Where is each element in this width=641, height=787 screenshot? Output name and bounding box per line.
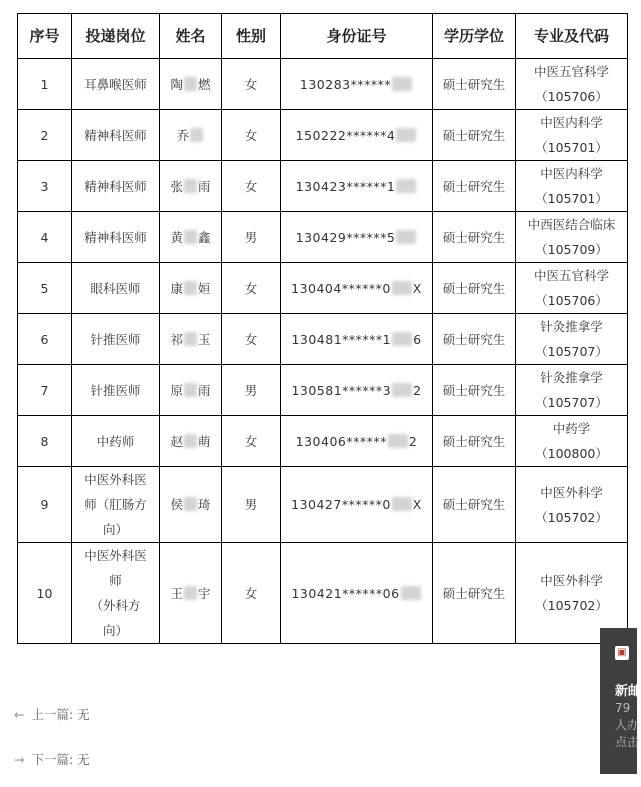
cell-name [160,543,222,644]
major-code: （105706） [535,293,608,308]
redaction-blur [392,281,412,295]
col-header-degree: 学历学位 [433,14,516,59]
col-header-name: 姓名 [160,14,222,59]
col-header-post: 投递岗位 [72,14,160,59]
next-article-value: 无 [77,752,90,767]
cell-gender: 女 [222,314,281,365]
cell-id [281,212,433,263]
cell-degree: 硕士研究生 [433,263,516,314]
cell-id [281,314,433,365]
name-last: 萌 [198,433,211,449]
cell-degree: 硕士研究生 [433,543,516,644]
redaction-blur [184,332,197,346]
redaction-blur [184,230,197,244]
redaction-blur [184,497,197,511]
redaction-blur [401,586,421,600]
name-last: 玉 [198,331,211,347]
post-line: 向） [102,522,128,537]
name-last: 雨 [198,382,211,398]
redaction-blur [392,383,412,397]
id-suffix: X [412,280,422,296]
right-arrow-icon: → [14,752,25,767]
cell-name [160,59,222,110]
cell-post: 中药师 [72,416,160,467]
table-row [18,467,628,543]
table-row [18,263,628,314]
notification-line: 人办 [615,718,640,732]
major-name: 中医内科学 [540,115,603,130]
name-first: 王 [170,585,183,601]
cell-gender: 女 [222,161,281,212]
name-first: 张 [170,178,183,194]
cell-degree: 硕士研究生 [433,314,516,365]
redaction-blur [396,230,416,244]
redaction-blur [190,128,203,142]
table-row [18,314,628,365]
id-prefix: 130481******1 [291,331,392,347]
redaction-blur [388,434,408,448]
major-name: 中药学 [552,421,591,436]
cell-major [516,110,628,161]
recruitment-table [17,13,628,644]
post-line: 中医外科医 [84,548,147,563]
id-prefix: 130427******0 [291,497,391,512]
id-suffix: 2 [408,433,418,449]
redaction-blur [396,179,416,193]
cell-id [281,59,433,110]
cell-post: 耳鼻喉医师 [72,59,160,110]
table-row [18,543,628,644]
cell-degree: 硕士研究生 [433,110,516,161]
cell-name [160,365,222,416]
cell-no: 5 [18,263,72,314]
cell-id [281,263,433,314]
cell-gender: 男 [222,467,281,543]
name-last: 鑫 [198,229,211,245]
cell-major [516,314,628,365]
name-first: 赵 [170,433,183,449]
cell-no: 10 [18,543,72,644]
major-code: （105701） [535,191,608,206]
major-name: 中医五官科学 [533,64,609,79]
cell-degree: 硕士研究生 [433,467,516,543]
table-row [18,212,628,263]
redaction-blur [184,179,197,193]
table-row [18,59,628,110]
redaction-blur [396,128,416,142]
cell-name [160,263,222,314]
table-header-row [18,14,628,59]
cell-gender: 男 [222,365,281,416]
post-line: 师（肛肠方 [84,497,147,512]
cell-gender: 男 [222,212,281,263]
cell-post: 精神科医师 [72,161,160,212]
cell-post [72,467,160,543]
name-first: 祁 [170,331,183,347]
cell-id [281,365,433,416]
cell-major [516,467,628,543]
notification-popup[interactable] [600,628,641,774]
cell-gender: 女 [222,543,281,644]
id-prefix: 130421******06 [291,585,400,601]
major-name: 中医内科学 [540,166,603,181]
major-code: （105707） [535,395,608,410]
cell-degree: 硕士研究生 [433,365,516,416]
id-prefix: 130429******5 [295,229,396,245]
name-last: 姮 [198,280,211,296]
major-code: （105702） [535,509,608,525]
major-code: （100800） [535,446,608,461]
major-name: 中医外科学 [540,573,603,588]
cell-post: 针推医师 [72,314,160,365]
cell-no: 6 [18,314,72,365]
major-code: （105701） [535,140,608,155]
cell-no: 3 [18,161,72,212]
cell-post [72,543,160,644]
cell-no: 2 [18,110,72,161]
redaction-blur [184,586,197,600]
major-name: 中医五官科学 [533,268,609,283]
cell-id [281,161,433,212]
cell-major [516,59,628,110]
col-header-no: 序号 [18,14,72,59]
id-prefix: 130581******3 [291,382,392,398]
cell-degree: 硕士研究生 [433,161,516,212]
cell-name [160,161,222,212]
post-line: 中医外科医 [84,472,147,487]
post-line: （外科方 [90,598,141,613]
cell-major [516,161,628,212]
cell-post: 精神科医师 [72,212,160,263]
name-first: 黄 [170,229,183,245]
cell-no: 8 [18,416,72,467]
name-first: 侯 [170,497,183,512]
cell-major [516,365,628,416]
cell-gender: 女 [222,416,281,467]
major-name: 中西医结合临床 [527,217,616,232]
major-code: （105706） [535,89,608,104]
name-last: 琦 [198,497,211,512]
cell-major [516,263,628,314]
cell-name [160,314,222,365]
post-line: 师 [109,573,122,588]
id-prefix: 150222******4 [295,127,396,143]
cell-degree: 硕士研究生 [433,416,516,467]
cell-name [160,212,222,263]
major-code: （105702） [535,598,608,613]
redaction-blur [392,77,412,91]
major-code: （105707） [535,344,608,359]
table-row [18,110,628,161]
major-code: （105709） [535,242,608,257]
cell-no: 4 [18,212,72,263]
post-line: 向） [102,623,128,638]
cell-gender: 女 [222,110,281,161]
name-first: 康 [170,280,183,296]
cell-post: 针推医师 [72,365,160,416]
cell-name [160,467,222,543]
prev-article-link[interactable] [14,705,90,723]
notification-line: 79 [615,701,631,715]
col-header-major: 专业及代码 [516,14,628,59]
cell-name [160,110,222,161]
cell-name [160,416,222,467]
redaction-blur [184,77,197,91]
left-arrow-icon: ← [14,707,25,722]
redaction-blur [392,332,412,346]
prev-article-value: 无 [77,707,90,722]
cell-post: 精神科医师 [72,110,160,161]
next-article-link[interactable] [14,750,90,768]
table-row [18,416,628,467]
redaction-blur [184,383,197,397]
name-last: 宇 [198,585,211,601]
major-name: 针灸推拿学 [540,370,603,385]
name-first: 陶 [170,76,183,92]
table-row [18,365,628,416]
id-prefix: 130423******1 [295,178,396,194]
name-last: 燃 [198,76,211,92]
redaction-blur [392,497,412,511]
cell-major [516,416,628,467]
id-prefix: 130406****** [295,433,387,449]
cell-gender: 女 [222,59,281,110]
cell-major [516,212,628,263]
id-prefix: 130404******0 [291,280,391,296]
cell-id [281,543,433,644]
cell-id [281,467,433,543]
cell-post: 眼科医师 [72,263,160,314]
id-suffix: 2 [413,382,422,398]
notification-line: 点击 [615,735,640,749]
notification-icon: ▣ [615,646,629,660]
name-first: 原 [170,382,183,398]
cell-degree: 硕士研究生 [433,212,516,263]
cell-no: 7 [18,365,72,416]
cell-id [281,110,433,161]
table-row [18,161,628,212]
cell-no: 9 [18,467,72,543]
notification-title: 新邮 [615,684,641,699]
cell-gender: 女 [222,263,281,314]
cell-no: 1 [18,59,72,110]
id-prefix: 130283****** [299,76,392,92]
next-article-label: 下一篇: [31,752,74,767]
prev-article-label: 上一篇: [31,707,74,722]
id-suffix: X [412,497,422,512]
redaction-blur [184,434,197,448]
col-header-gender: 性别 [222,14,281,59]
cell-id [281,416,433,467]
id-suffix: 6 [413,331,422,347]
col-header-id: 身份证号 [281,14,433,59]
name-last: 雨 [198,178,211,194]
cell-degree: 硕士研究生 [433,59,516,110]
notification-body [615,700,639,751]
major-name: 中医外科学 [540,484,603,500]
redaction-blur [184,281,197,295]
major-name: 针灸推拿学 [540,319,603,334]
name-first: 乔 [176,127,190,143]
